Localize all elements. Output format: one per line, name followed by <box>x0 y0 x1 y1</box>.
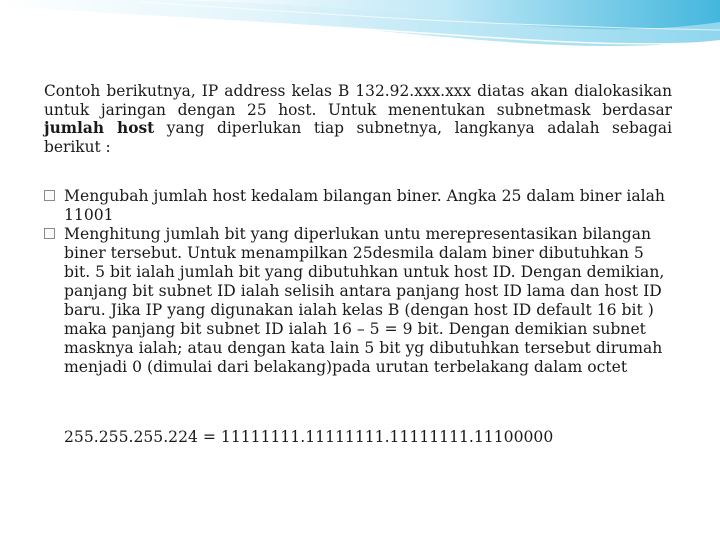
intro-paragraph <box>44 82 672 156</box>
list-item <box>44 187 674 225</box>
bullet-text-convert-binary: Mengubah jumlah host kedalam bilangan biner. Angka 25 dalam biner ialah 11001 <box>64 187 665 224</box>
bullet-box-icon <box>44 228 55 239</box>
intro-text-part2: yang diperlukan tiap subnetnya, langkanya adalah sebagai berikut : <box>44 119 672 156</box>
steps-list <box>44 187 674 377</box>
subnet-mask-binary-line: 255.255.255.224 = 11111111.11111111.11111111.11100000 <box>64 428 554 446</box>
header-wave-decoration <box>0 0 720 60</box>
bullet-text-count-bits: Menghitung jumlah bit yang diperlukan untu merepresentasikan bilangan biner tersebut. Untuk menampilkan 25desmila dalam biner dibutuhkan 5 bit. 5 bit ialah jumlah bit yang dibutuhkan untuk host ID. Dengan demikian, panjang bit subnet ID ialah selisih antara panjang host ID lama dan host ID baru. Jika IP yang digunakan ialah kelas B (dengan host ID default 16 bit ) maka panjang bit subnet ID ialah 16 – 5 = 9 bit. Dengan demikian subnet masknya ialah; atau dengan kata lain 5 bit yg dibutuhkan tersebut dirumah menjadi 0 (dimulai dari belakang)pada urutan terbelakang dalam octet <box>64 225 665 376</box>
list-item <box>44 225 674 377</box>
intro-text-part1: Contoh berikutnya, IP address kelas B 132.92.xxx.xxx diatas akan dialokasikan untuk jaringan dengan 25 host. Untuk menentukan subnetmask berdasar <box>44 82 672 119</box>
bullet-box-icon <box>44 190 55 201</box>
intro-bold-text: jumlah host <box>44 119 155 137</box>
